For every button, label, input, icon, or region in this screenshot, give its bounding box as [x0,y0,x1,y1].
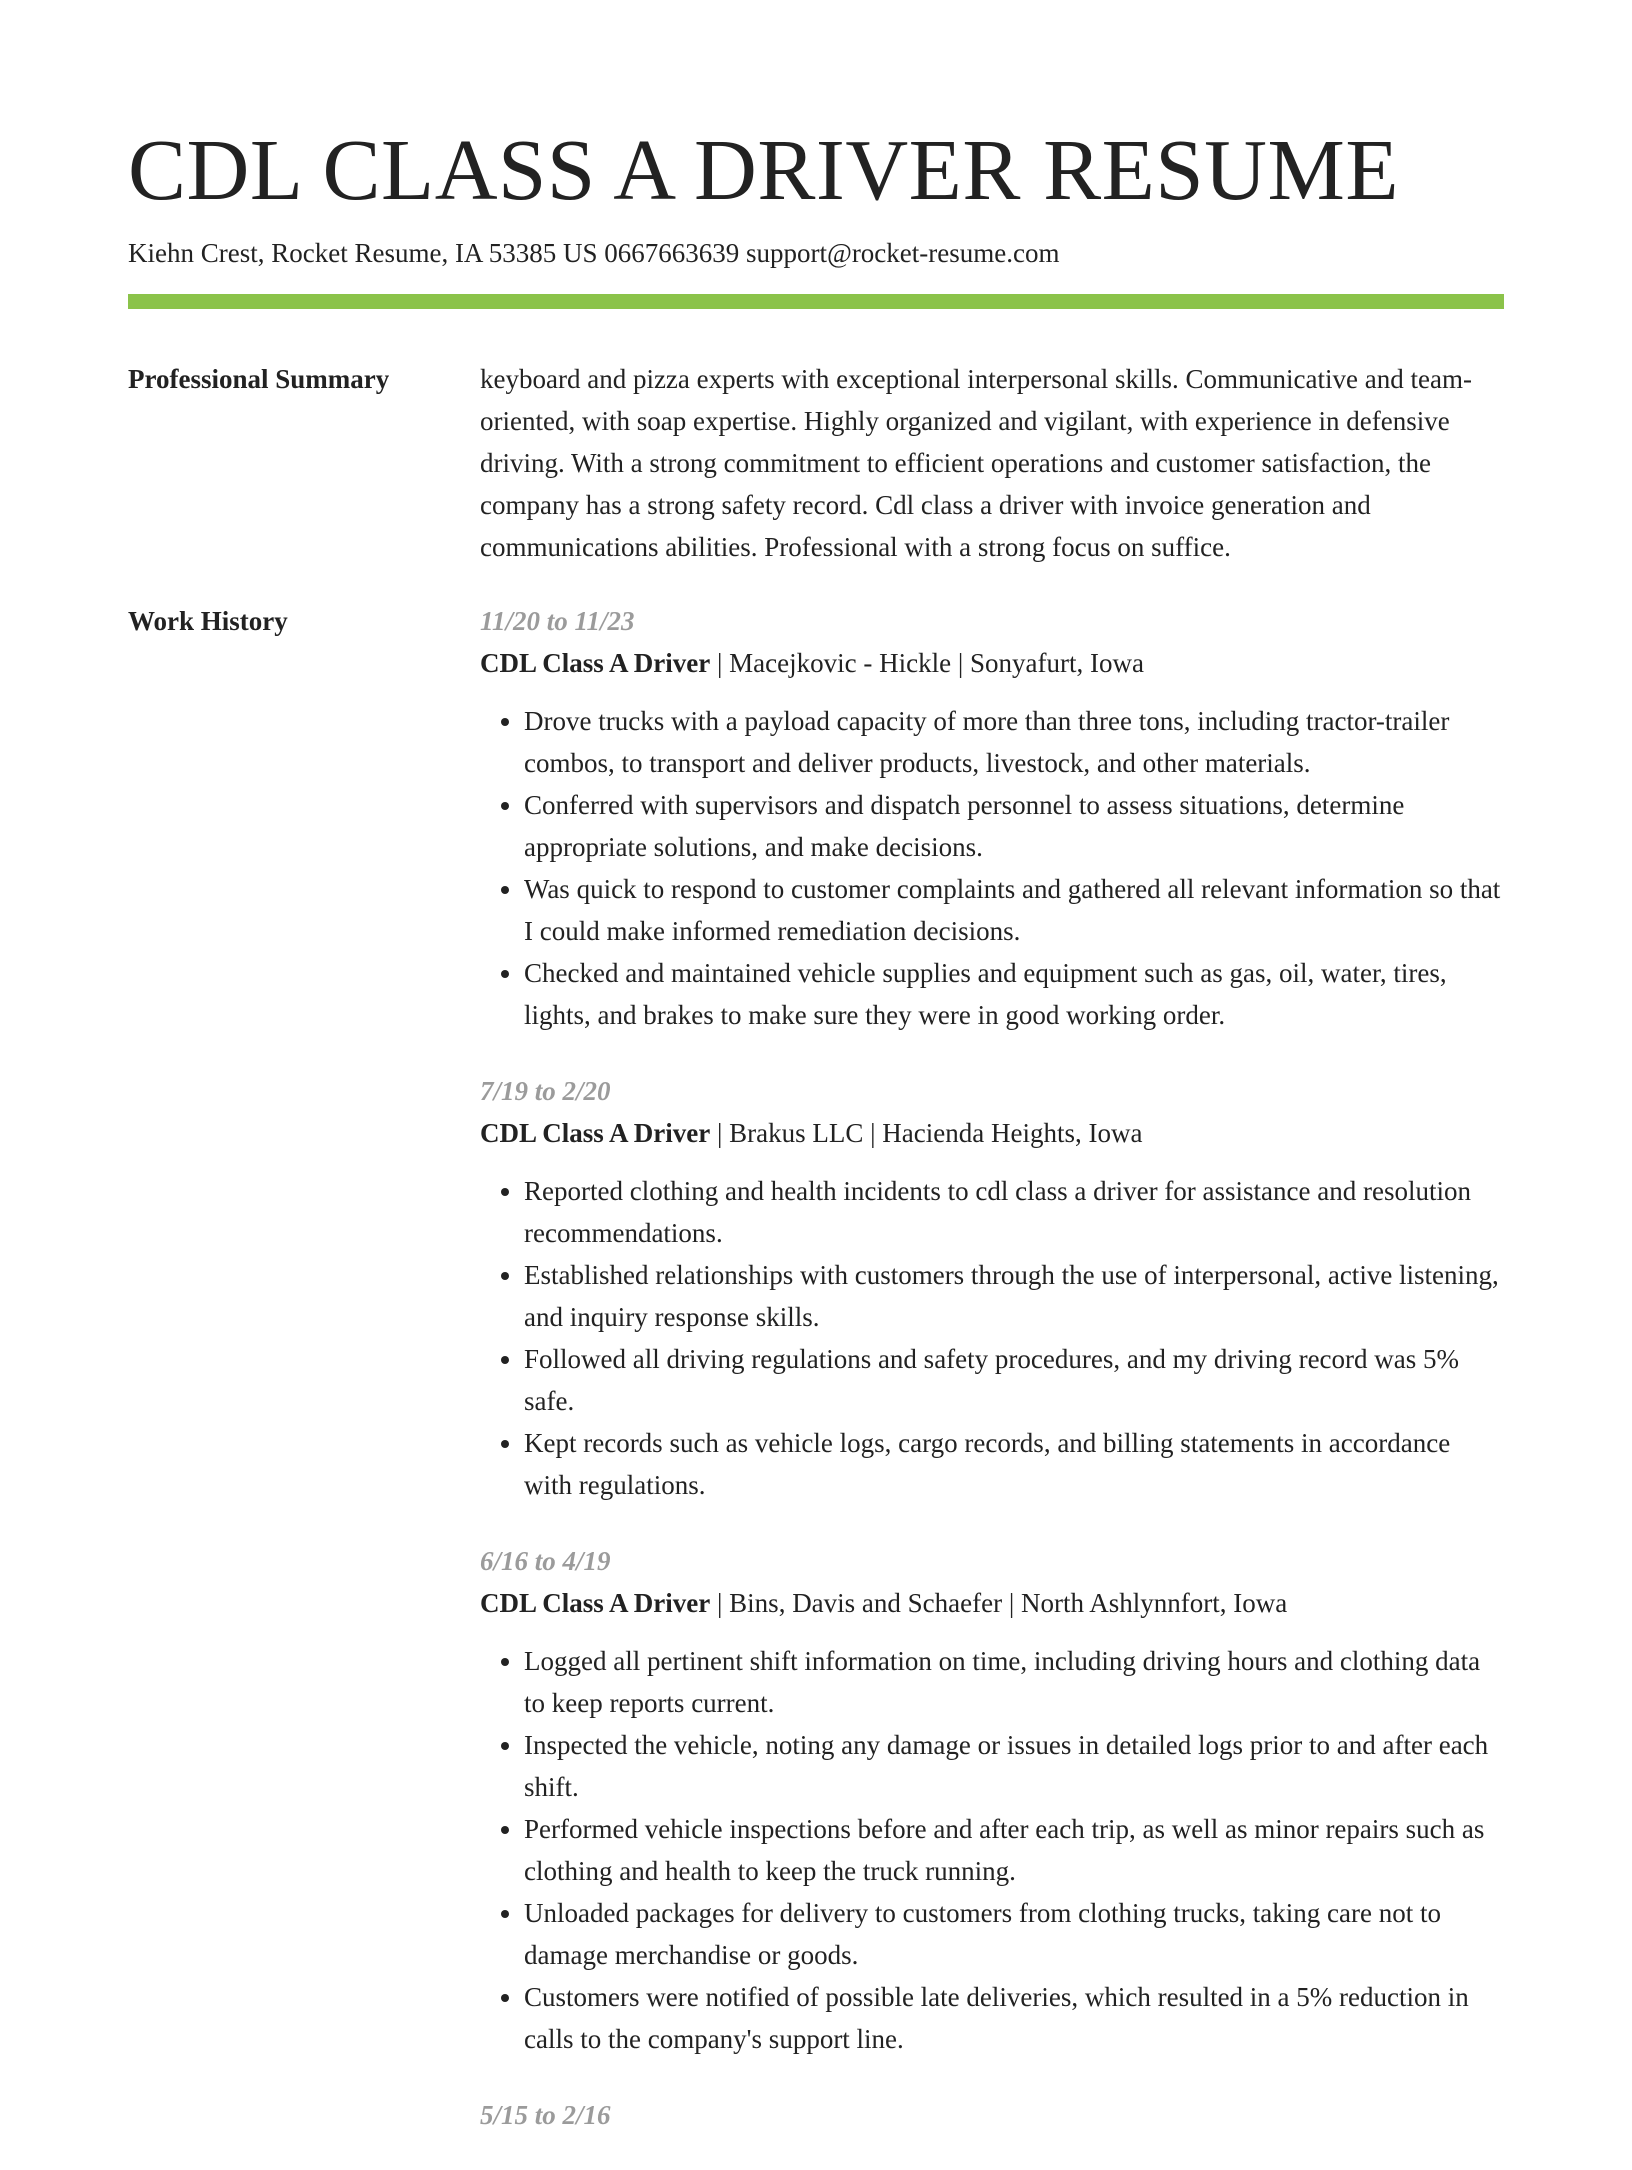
job-entry [480,600,1504,1036]
job-bullet: • Inspected the vehicle, noting any damage or issues in detailed logs prior to and after each shift. [524,1724,1504,1808]
job-employer-location: | Macejkovic - Hickle | Sonyafurt, Iowa [710,648,1144,678]
job-dates: 11/20 to 11/23 [480,606,635,636]
job-title: CDL Class A Driver [480,648,711,678]
job-entry [480,1540,1504,2060]
job-bullet: • Reported clothing and health incidents to cdl class a driver for assistance and resolution recommendations. [524,1170,1504,1254]
contact-info: Kiehn Crest, Rocket Resume, IA 53385 US 0667663639 support@rocket-resume.com [128,238,1060,268]
job-bullet: • Checked and maintained vehicle supplies and equipment such as gas, oil, water, tires, lights, and brakes to make sure they were in good working order. [524,952,1504,1036]
job-employer-location: | Bins, Davis and Schaefer | North Ashlynnfort, Iowa [710,1588,1288,1618]
section-label-work-history: Work History [128,606,288,636]
job-heading [480,1582,1504,1624]
job-title: CDL Class A Driver [480,1118,711,1148]
job-entry [480,2094,1504,2136]
job-heading [480,1112,1504,1154]
summary-text: keyboard and pizza experts with exceptional interpersonal skills. Communicative and team-oriented, with soap expertise. Highly organized and vigilant, with experience in defensive driving. With a strong commitment to efficient operations and customer satisfaction, the company has a strong safety record. Cdl class a driver with invoice generation and communications abilities. Professional with a strong focus on suffice. [480,364,1472,562]
section-label-summary: Professional Summary [128,364,390,394]
job-dates: 7/19 to 2/20 [480,1076,611,1106]
job-bullet: • Was quick to respond to customer complaints and gathered all relevant information so that I could make informed remediation decisions. [524,868,1504,952]
job-bullet: • Drove trucks with a payload capacity of more than three tons, including tractor-trailer combos, to transport and deliver products, livestock, and other materials. [524,700,1504,784]
resume-page [128,0,1504,2170]
job-bullet: • Logged all pertinent shift information on time, including driving hours and clothing data to keep reports current. [524,1640,1504,1724]
job-bullets [480,1170,1504,1506]
job-bullet: • Conferred with supervisors and dispatch personnel to assess situations, determine appropriate solutions, and make decisions. [524,784,1504,868]
job-bullet: • Followed all driving regulations and safety procedures, and my driving record was 5% safe. [524,1338,1504,1422]
job-employer-location: | Brakus LLC | Hacienda Heights, Iowa [710,1118,1143,1148]
work-history-section [128,600,1504,2170]
accent-divider [128,294,1504,309]
job-bullets [480,1640,1504,2060]
job-bullet: • Kept records such as vehicle logs, cargo records, and billing statements in accordance with regulations. [524,1422,1504,1506]
job-entry [480,1070,1504,1506]
job-bullet: • Customers were notified of possible late deliveries, which resulted in a 5% reduction in calls to the company's support line. [524,1976,1504,2060]
resume-title: CDL CLASS A DRIVER RESUME [128,121,1399,218]
job-title: CDL Class A Driver [480,1588,711,1618]
work-history-list [480,600,1504,2170]
job-bullet: • Performed vehicle inspections before and after each trip, as well as minor repairs such as clothing and health to keep the truck running. [524,1808,1504,1892]
job-bullets [480,700,1504,1036]
job-dates: 5/15 to 2/16 [480,2100,611,2130]
job-bullet: • Established relationships with customers through the use of interpersonal, active listening, and inquiry response skills. [524,1254,1504,1338]
job-bullet: • Unloaded packages for delivery to customers from clothing trucks, taking care not to damage merchandise or goods. [524,1892,1504,1976]
job-dates: 6/16 to 4/19 [480,1546,611,1576]
job-heading [480,642,1504,684]
professional-summary-section [128,358,1504,568]
